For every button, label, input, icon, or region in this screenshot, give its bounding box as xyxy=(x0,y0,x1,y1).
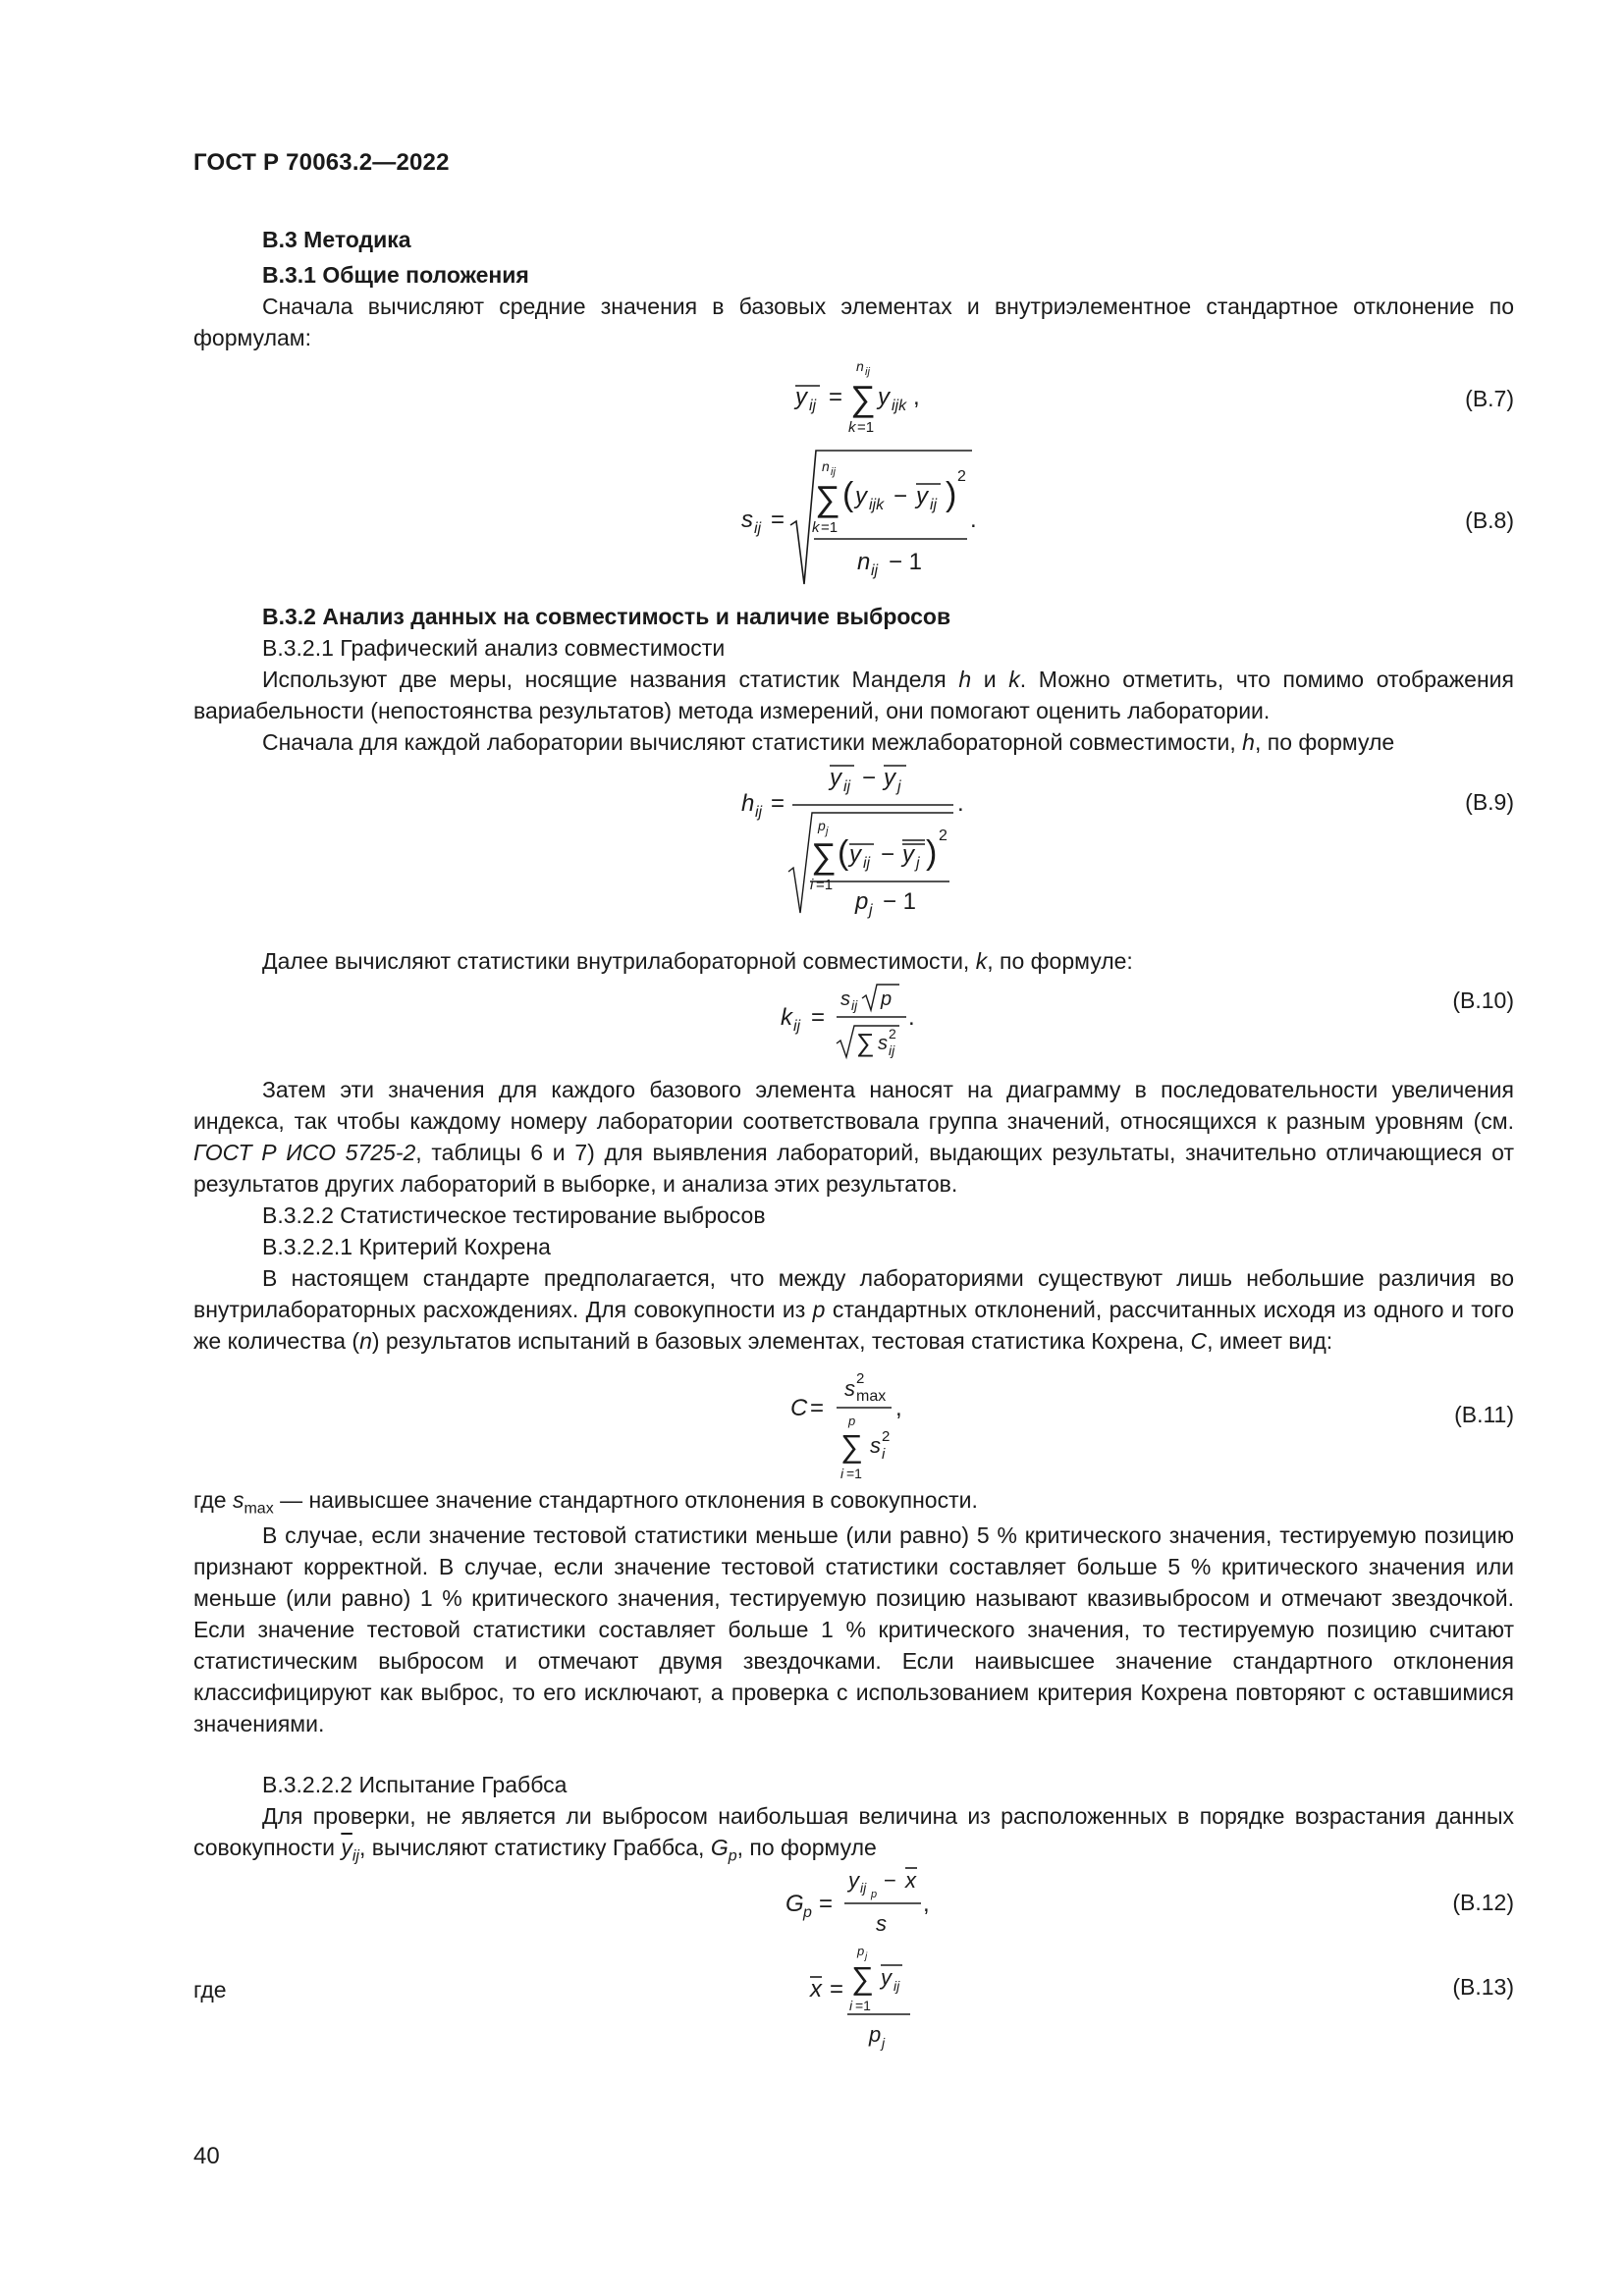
svg-text:=1: =1 xyxy=(816,877,834,893)
svg-text:x: x xyxy=(905,1868,916,1893)
svg-text:s: s xyxy=(870,1433,881,1458)
paragraph-b321-1: Используют две меры, носящие названия статистик Манделя h и k. Можно отметить, что помимо отображения вариабельности (непостоянства результатов) метода измерений, они помогают оценить лаборатории. xyxy=(193,667,1514,723)
svg-text:p: p xyxy=(848,1414,856,1428)
svg-text:s: s xyxy=(741,507,753,533)
equation-number-b7: (В.7) xyxy=(1465,386,1514,411)
svg-text:j: j xyxy=(916,855,920,872)
equation-number-b11: (В.11) xyxy=(1454,1402,1514,1427)
formula-b11 xyxy=(785,1362,943,1480)
equation-number-b8: (В.8) xyxy=(1465,507,1514,533)
svg-text:−: − xyxy=(881,841,895,868)
svg-text:=1: =1 xyxy=(821,519,839,536)
svg-text:ij: ij xyxy=(831,466,836,478)
equation-number-b12: (В.12) xyxy=(1452,1890,1514,1915)
section-title-b321: В.3.2.1 Графический анализ совместимости xyxy=(262,635,726,661)
svg-text:=1: =1 xyxy=(846,1466,862,1480)
svg-text:.: . xyxy=(908,1004,915,1031)
svg-text:n: n xyxy=(856,358,864,374)
svg-text:y: y xyxy=(881,1965,892,1990)
svg-text:k: k xyxy=(781,1004,792,1031)
formula-b10 xyxy=(776,977,952,1065)
svg-text:s: s xyxy=(878,1033,888,1054)
svg-text:(: ( xyxy=(838,834,849,872)
svg-text:ijk: ijk xyxy=(892,398,907,414)
standard-header: ГОСТ Р 70063.2—2022 xyxy=(193,149,450,176)
svg-text:=: = xyxy=(819,1891,834,1917)
svg-text:ij: ij xyxy=(793,1018,801,1035)
svg-text:i: i xyxy=(849,1998,853,2013)
svg-text:p: p xyxy=(869,2022,882,2047)
section-title-b32: В.3.2 Анализ данных на совместимость и наличие выбросов xyxy=(262,604,951,629)
svg-text:j: j xyxy=(865,1951,868,1962)
svg-text:∑: ∑ xyxy=(851,1960,874,1996)
svg-text:h: h xyxy=(741,790,755,817)
svg-text:=: = xyxy=(830,1976,844,2002)
svg-text:ij: ij xyxy=(930,497,938,513)
svg-text:y: y xyxy=(878,384,890,410)
svg-text:i: i xyxy=(882,1446,886,1463)
svg-text:n: n xyxy=(822,458,830,474)
svg-text:j: j xyxy=(826,826,829,837)
svg-text:.: . xyxy=(957,790,964,817)
svg-text:−: − xyxy=(862,765,877,791)
svg-text:j: j xyxy=(897,778,901,795)
section-title-b31: В.3.1 Общие положения xyxy=(262,262,529,288)
svg-text:ij: ij xyxy=(851,997,858,1013)
svg-text:p: p xyxy=(881,988,893,1010)
svg-text:i: i xyxy=(840,1466,844,1480)
svg-text:s: s xyxy=(876,1911,887,1936)
svg-text:x: x xyxy=(810,1976,822,2002)
svg-text:ij: ij xyxy=(865,366,870,378)
svg-text:,: , xyxy=(923,1891,930,1917)
svg-text:y: y xyxy=(848,1868,859,1893)
svg-text:ij: ij xyxy=(893,1978,900,1994)
svg-text:=: = xyxy=(810,1395,825,1421)
svg-text:∑: ∑ xyxy=(850,378,876,418)
paragraph-b3222: Для проверки, не является ли выбросом наибольшая величина из расположенных в порядке возрастания данных совокупности $\overline{y}_{ij}$, вычисляют статистику Граббса, $G_p$, по формуле xyxy=(193,1803,1514,1865)
svg-text:=1: =1 xyxy=(855,1998,871,2013)
where-label: где xyxy=(193,1977,227,2002)
svg-text:G: G xyxy=(785,1891,804,1917)
svg-text:p: p xyxy=(857,1944,865,1958)
section-title-b3222: В.3.2.2.2 Испытание Граббса xyxy=(262,1772,568,1797)
paragraph-b321-4: Затем эти значения для каждого базового элемента наносят на диаграмму в последовательности увеличения индекса, так чтобы каждому номеру лаборатории соответствовала группа значений, относящихся к разным уровням (см. ГОСТ Р ИСО 5725-2, таблицы 6 и 7) для выявления лабораторий, выдающих результаты, значительно отличающиеся от результатов других лабораторий в выборке, и анализа этих результатов. xyxy=(193,1077,1514,1197)
svg-text:ij: ij xyxy=(863,855,871,872)
equation-number-b10: (В.10) xyxy=(1452,988,1514,1013)
formula-b8 xyxy=(731,447,987,594)
svg-text:=: = xyxy=(811,1004,826,1031)
svg-text:y: y xyxy=(830,765,841,791)
svg-text:=1: =1 xyxy=(857,419,875,436)
svg-text:ij: ij xyxy=(871,562,879,579)
section-title-b3221: В.3.2.2.1 Критерий Кохрена xyxy=(262,1234,551,1259)
svg-text:y: y xyxy=(916,483,928,509)
formula-b12 xyxy=(776,1860,952,1939)
paragraph-b3221-1: В настоящем стандарте предполагается, что между лабораториями существуют лишь небольшие различия во внутрилабораторных расхождениях. Для совокупности из p стандартных отклонений, рассчитанных исходя из одного и того же количества (n) результатов испытаний в базовых элементах, тестовая статистика Кохрена, C, имеет вид: xyxy=(193,1265,1514,1354)
svg-text:=: = xyxy=(771,790,785,817)
paragraph-b321-3: Далее вычисляют статистики внутрилабораторной совместимости, k, по формуле: xyxy=(262,948,1133,974)
formula-b9 xyxy=(731,756,987,923)
svg-text:.: . xyxy=(970,507,977,533)
svg-text:(: ( xyxy=(842,476,854,513)
svg-text:− 1: − 1 xyxy=(889,549,923,575)
svg-text:ijk: ijk xyxy=(869,497,885,513)
svg-text:∑: ∑ xyxy=(840,1428,863,1464)
page-number: 40 xyxy=(193,2143,220,2169)
svg-text:n: n xyxy=(857,549,871,575)
svg-text:ij: ij xyxy=(754,520,762,537)
formula-b7 xyxy=(766,353,962,442)
section-title-b322: В.3.2.2 Статистическое тестирование выбросов xyxy=(262,1202,766,1228)
svg-text:ij: ij xyxy=(889,1042,895,1058)
section-title-b3: В.3 Методика xyxy=(262,227,411,252)
svg-text:ij: ij xyxy=(755,804,763,821)
svg-text:ij: ij xyxy=(809,398,817,414)
svg-text:2: 2 xyxy=(882,1428,891,1445)
svg-text:− 1: − 1 xyxy=(883,888,917,915)
paragraph-b321-2: Сначала для каждой лаборатории вычисляют статистики межлабораторной совместимости, h, по формуле xyxy=(262,729,1395,755)
equation-number-b9: (В.9) xyxy=(1465,789,1514,815)
paragraph-b31: Сначала вычисляют средние значения в базовых элементах и внутриэлементное стандартное отклонение по формулам: xyxy=(193,294,1514,350)
svg-text:max: max xyxy=(856,1388,887,1405)
svg-text:y: y xyxy=(849,841,861,868)
svg-text:=: = xyxy=(771,507,785,533)
svg-text:s: s xyxy=(844,1376,855,1401)
svg-text:p: p xyxy=(855,888,869,915)
svg-text:∑: ∑ xyxy=(811,835,837,876)
svg-text:ij: ij xyxy=(860,1880,867,1896)
svg-text:k: k xyxy=(812,519,820,536)
svg-text:s: s xyxy=(840,988,850,1010)
equation-number-b13: (В.13) xyxy=(1452,1974,1514,2000)
svg-text:y: y xyxy=(884,765,895,791)
svg-text:ij: ij xyxy=(843,778,851,795)
svg-text:p: p xyxy=(803,1904,812,1921)
svg-text:2: 2 xyxy=(957,468,966,485)
svg-text:k: k xyxy=(848,419,856,436)
svg-text:∑: ∑ xyxy=(856,1028,875,1057)
svg-text:i: i xyxy=(810,877,814,893)
svg-text:∑: ∑ xyxy=(815,478,840,518)
svg-text:2: 2 xyxy=(939,828,947,844)
svg-text:C: C xyxy=(790,1395,808,1421)
svg-text:): ) xyxy=(946,476,957,513)
svg-text:,: , xyxy=(913,384,920,410)
svg-text:): ) xyxy=(926,834,938,872)
svg-text:−: − xyxy=(884,1868,896,1893)
svg-text:2: 2 xyxy=(856,1370,865,1387)
svg-text:p: p xyxy=(818,818,826,833)
formula-b13 xyxy=(800,1944,947,2061)
svg-text:j: j xyxy=(869,902,873,919)
svg-text:y: y xyxy=(855,483,867,509)
svg-text:2: 2 xyxy=(889,1026,896,1041)
svg-text:=: = xyxy=(829,384,843,410)
svg-text:p: p xyxy=(871,1889,878,1900)
svg-text:j: j xyxy=(882,2035,886,2051)
svg-text:,: , xyxy=(895,1395,902,1421)
svg-text:y: y xyxy=(902,841,914,868)
svg-text:y: y xyxy=(795,384,807,410)
paragraph-b3221-2: В случае, если значение тестовой статистики меньше (или равно) 5 % критического значения, тестируемую позицию признают корректной. В случае, если значение тестовой статистики составляет больше 5 % критического значения или меньше (или равно) 1 % критического значения, тестируемую позицию называют квазивыбросом и отмечают звездочкой. Если значение тестовой статистики составляет больше 1 % критического значения, то тестируемую позицию считают статистическим выбросом и отмечают двумя звездочками. Если наивысшее значение стандартного отклонения классифицируют как выброс, то его исключают, а проверка с использованием критерия Кохрена повторяют с оставшимися значениями. xyxy=(193,1522,1514,1736)
where-smax: где $s_{max}$ — наивысшее значение стандартного отклонения в совокупности. xyxy=(193,1487,978,1518)
svg-text:−: − xyxy=(893,483,908,509)
